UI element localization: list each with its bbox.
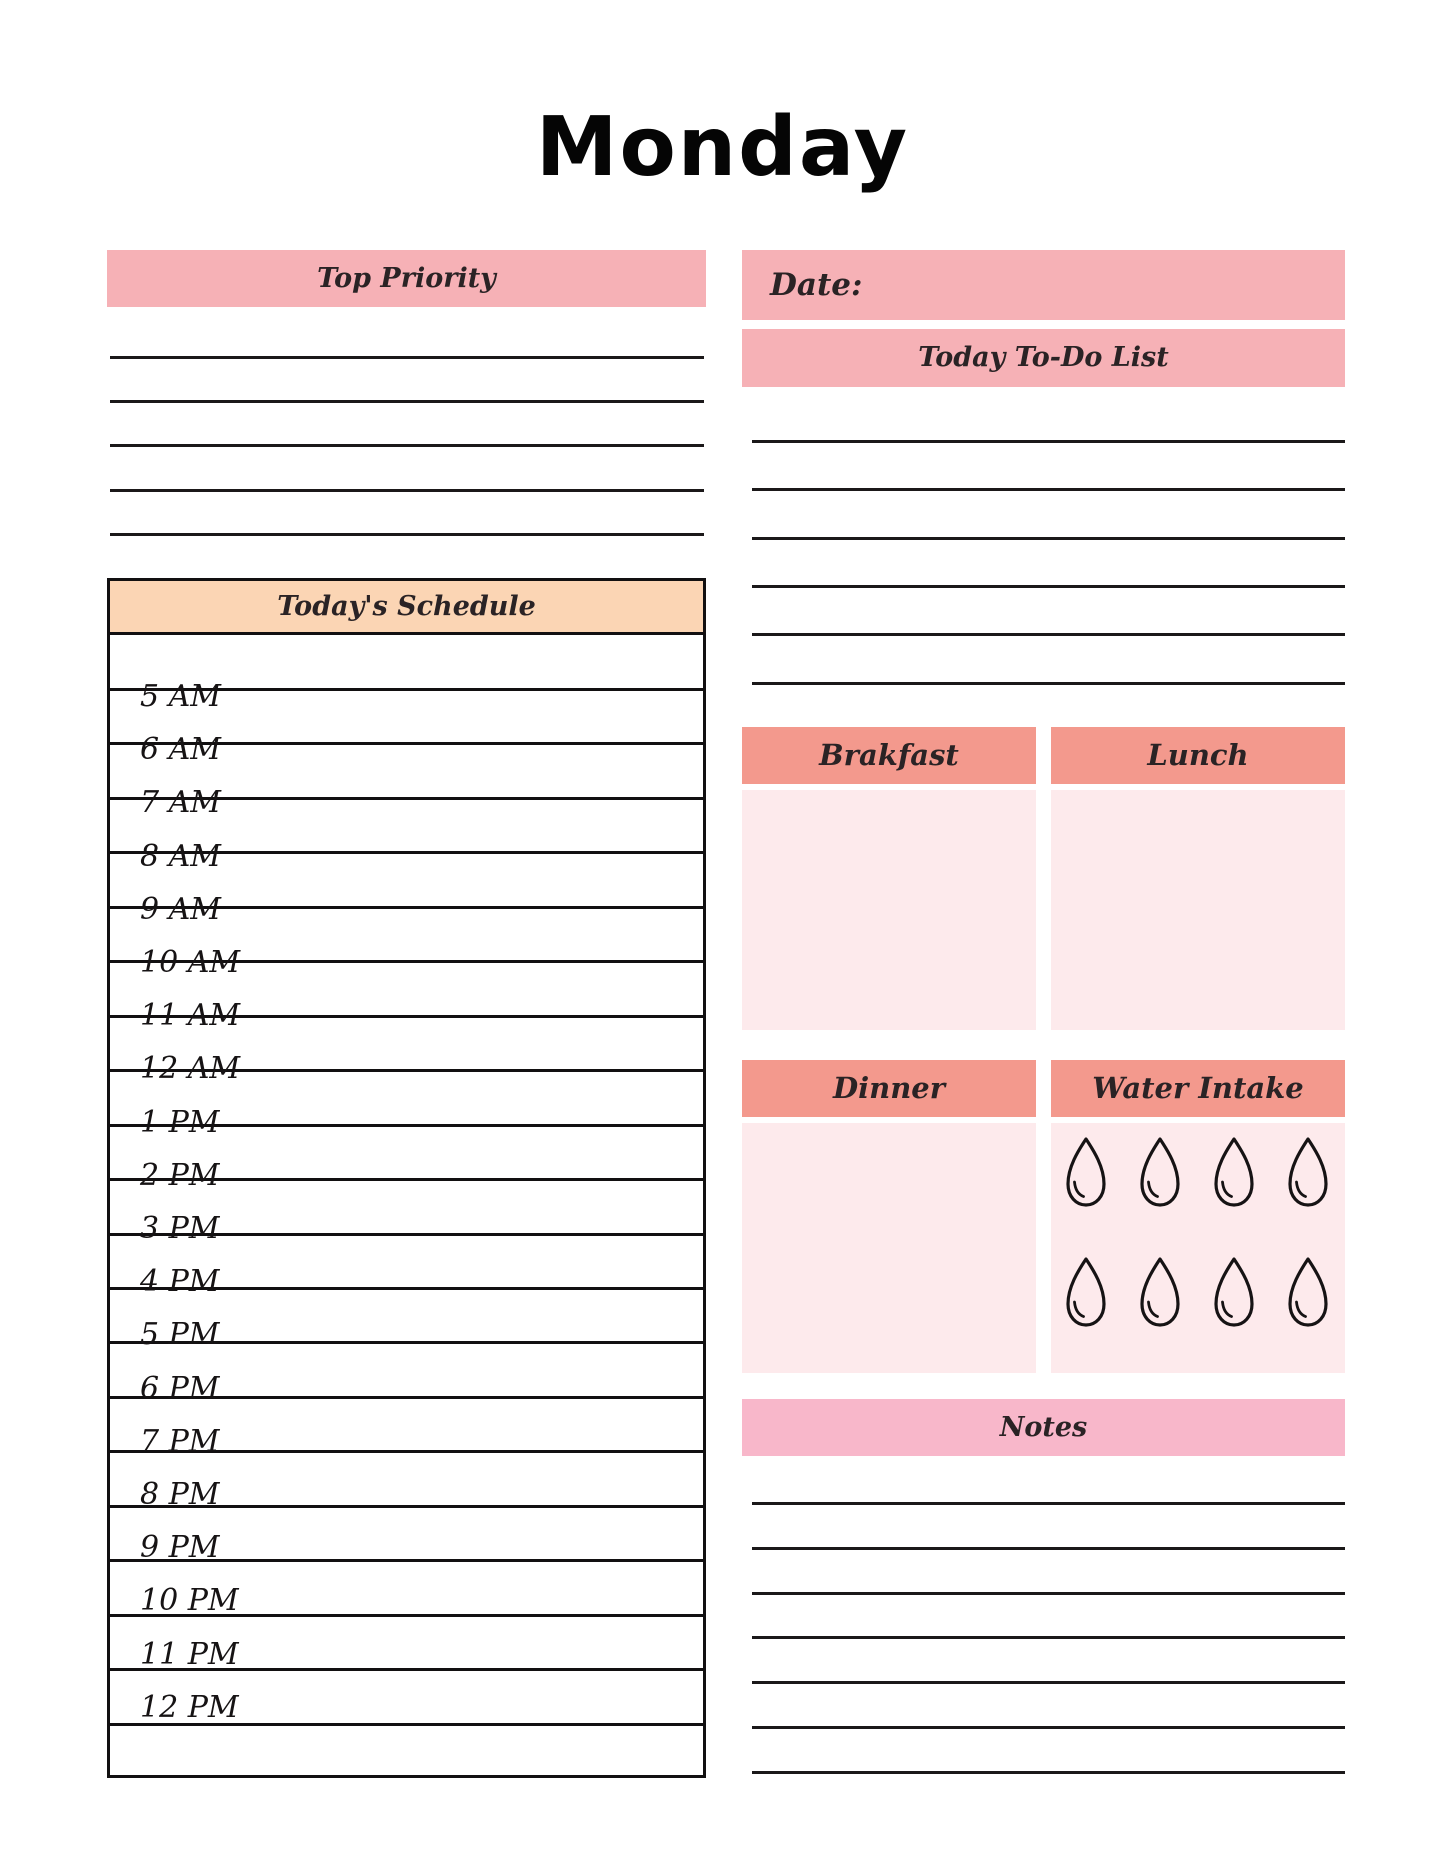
time-label: 8 AM xyxy=(140,839,222,874)
todo-line xyxy=(752,633,1345,636)
time-label: 6 PM xyxy=(140,1371,220,1406)
todo-header xyxy=(742,329,1345,387)
water-droplet-icon xyxy=(1134,1253,1186,1331)
notes-line xyxy=(752,1726,1345,1729)
notes-title: Notes xyxy=(999,1412,1088,1443)
time-label: 11 AM xyxy=(140,998,241,1033)
time-label: 10 AM xyxy=(140,945,241,980)
water-droplet-icon xyxy=(1060,1253,1112,1331)
top-priority-line xyxy=(110,444,704,447)
notes-line xyxy=(752,1681,1345,1684)
time-label: 4 PM xyxy=(140,1264,220,1299)
lunch-header xyxy=(1051,727,1345,784)
breakfast-title: Brakfast xyxy=(819,738,959,772)
lunch-box xyxy=(1051,790,1345,1030)
notes-header xyxy=(742,1399,1345,1456)
water-droplet-icon xyxy=(1282,1133,1334,1211)
notes-line xyxy=(752,1592,1345,1595)
todo-line xyxy=(752,585,1345,588)
time-label: 12 AM xyxy=(140,1051,241,1086)
time-label: 9 AM xyxy=(140,892,222,927)
water-intake-title: Water Intake xyxy=(1092,1071,1304,1105)
dinner-box xyxy=(742,1123,1036,1373)
time-label: 10 PM xyxy=(140,1583,239,1618)
time-label: 5 PM xyxy=(140,1317,220,1352)
breakfast-header xyxy=(742,727,1036,784)
notes-line xyxy=(752,1771,1345,1774)
date-header xyxy=(742,250,1345,320)
top-priority-header xyxy=(107,250,706,307)
date-label: Date: xyxy=(770,267,863,303)
top-priority-line xyxy=(110,489,704,492)
time-label: 7 AM xyxy=(140,785,222,820)
schedule-title: Today's Schedule xyxy=(277,591,536,622)
todo-line xyxy=(752,537,1345,540)
water-droplet-icon xyxy=(1282,1253,1334,1331)
time-label: 9 PM xyxy=(140,1530,220,1565)
water-droplet-icon xyxy=(1134,1133,1186,1211)
todo-title: Today To-Do List xyxy=(918,342,1169,373)
time-label: 3 PM xyxy=(140,1211,220,1246)
lunch-title: Lunch xyxy=(1147,738,1249,772)
todo-line xyxy=(752,682,1345,685)
time-label: 8 PM xyxy=(140,1477,220,1512)
water-intake-box xyxy=(1051,1123,1345,1373)
time-label: 2 PM xyxy=(140,1158,220,1193)
water-droplet-icon xyxy=(1208,1253,1260,1331)
top-priority-title: Top Priority xyxy=(317,263,496,294)
time-label: 12 PM xyxy=(140,1690,239,1725)
time-label: 1 PM xyxy=(140,1105,220,1140)
water-droplet-icon xyxy=(1060,1133,1112,1211)
schedule-header xyxy=(110,581,703,635)
water-intake-header xyxy=(1051,1060,1345,1117)
dinner-header xyxy=(742,1060,1036,1117)
todo-line xyxy=(752,488,1345,491)
notes-line xyxy=(752,1502,1345,1505)
top-priority-line xyxy=(110,356,704,359)
top-priority-line xyxy=(110,533,704,536)
water-droplet-icon xyxy=(1208,1133,1260,1211)
time-label: 5 AM xyxy=(140,679,222,714)
notes-line xyxy=(752,1547,1345,1550)
todo-line xyxy=(752,440,1345,443)
dinner-title: Dinner xyxy=(832,1071,946,1105)
time-label: 7 PM xyxy=(140,1424,220,1459)
time-label: 6 AM xyxy=(140,732,222,767)
top-priority-line xyxy=(110,400,704,403)
page-title: Monday xyxy=(535,100,910,195)
notes-line xyxy=(752,1636,1345,1639)
time-label: 11 PM xyxy=(140,1637,239,1672)
breakfast-box xyxy=(742,790,1036,1030)
schedule-table xyxy=(107,578,706,1778)
